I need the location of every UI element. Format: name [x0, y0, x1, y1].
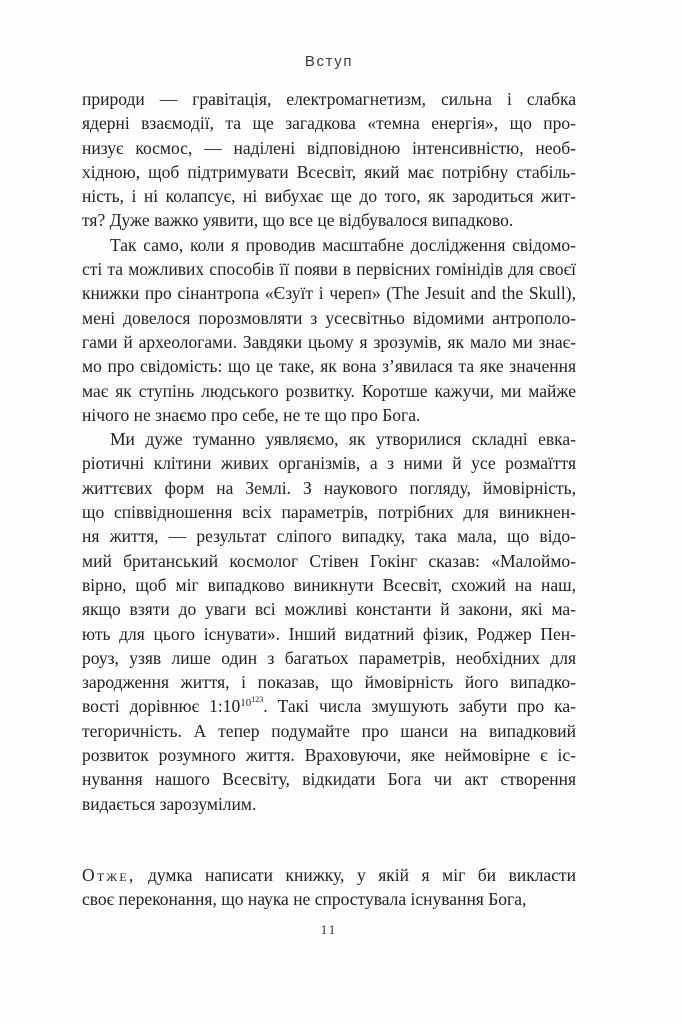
text-line: роуз, узяв лише один з багатьох параметрів, необхідних для	[82, 647, 576, 668]
paragraph-4	[82, 863, 576, 912]
text-line: Ми дуже туманно уявляємо, як утворилися складні евка-	[110, 429, 576, 450]
superscript: 10123	[240, 694, 264, 709]
text-line: сті та можливих способів її появи в первісних гомінідів для своєї	[82, 259, 576, 280]
paragraph-3	[82, 427, 576, 816]
text-line: мені довелося порозмовляти з усесвітньо відомими антрополо-	[82, 307, 576, 328]
text-line: ність, і ні колапсує, ні вибухає ще до того, як зародиться жит-	[82, 186, 576, 207]
text-line: тегоричність. А тепер подумайте про шанси на випадковий	[82, 720, 576, 741]
text-line: гами й археологами. Завдяки цьому я зрозумів, як мало ми знає-	[82, 331, 576, 352]
text-line: природи — гравітація, електромагнетизм, сильна і слабка	[82, 89, 576, 109]
text-line: має як ступінь людського розвитку. Коротше кажучи, ми майже	[82, 380, 576, 401]
text-line: нічого не знаємо про себе, не те що про Бога.	[82, 404, 421, 425]
text-line: Отже, думка написати книжку, у якій я міг би викласти	[82, 864, 576, 885]
text-line: що співвідношення всіх параметрів, потрібних для виникнен-	[82, 502, 576, 523]
text-line: низує космос, — наділені відповідною інтенсивністю, необ-	[82, 137, 576, 158]
text-line: своє переконання, що наука не спростувала існування Бога,	[82, 889, 527, 910]
text-line: життєвих форм на Землі. З наукового погляду, ймовірність,	[82, 477, 576, 498]
text-line: Так само, коли я проводив масштабне дослідження свідомо-	[110, 234, 576, 255]
text-line: зародження життя, і показав, що ймовірність його випадко-	[82, 672, 576, 693]
chapter-running-head: Вступ	[304, 53, 354, 70]
text-line: якщо взяти до уваги всі можливі константи й закони, які ма-	[82, 599, 576, 620]
text-line: хідною, щоб підтримувати Всесвіт, який має потрібну стабіль-	[82, 161, 576, 182]
text-line: видається зарозумілим.	[82, 793, 257, 814]
paragraph-1	[82, 87, 576, 233]
text-line: книжки про сінантропа «Єзуїт і череп» (The Jesuit and the Skull),	[82, 283, 576, 304]
paragraph-2	[82, 233, 576, 427]
text-line: мий британський космолог Стівен Гокінг сказав: «Малоймо-	[82, 550, 576, 571]
text-line: нування нашого Всесвіту, відкидати Бога чи акт створення	[82, 769, 576, 790]
text-block	[82, 87, 576, 912]
page-number: 11	[320, 922, 338, 937]
text-line: розвиток розумного життя. Враховуючи, яке неймовірне є іс-	[82, 745, 576, 766]
text-line: тя? Дуже важко уявити, що все це відбувалося випадково.	[82, 210, 514, 231]
text-line: ядерні взаємодії, та ще загадкова «темна енергія», що про-	[82, 113, 576, 134]
text-line: ня життя, — результат сліпого випадку, така мала, що відо-	[82, 526, 576, 547]
smallcaps-lead: Отже,	[82, 864, 136, 885]
text-line: ріотичні клітини живих організмів, а з ними й усе розмаїття	[82, 453, 576, 474]
text-line: мо про свідомість: що це таке, як вона з’явилася та яке значення	[82, 356, 576, 377]
text-line: вірно, щоб міг випадково виникнути Всесвіт, схожий на наш,	[82, 574, 576, 595]
text-line: ють для цього існувати». Інший видатний фізик, Роджер Пен-	[82, 623, 576, 644]
text-line: вості дорівнює 1:1010123. Такі числа змушують забути про ка-	[82, 694, 577, 717]
